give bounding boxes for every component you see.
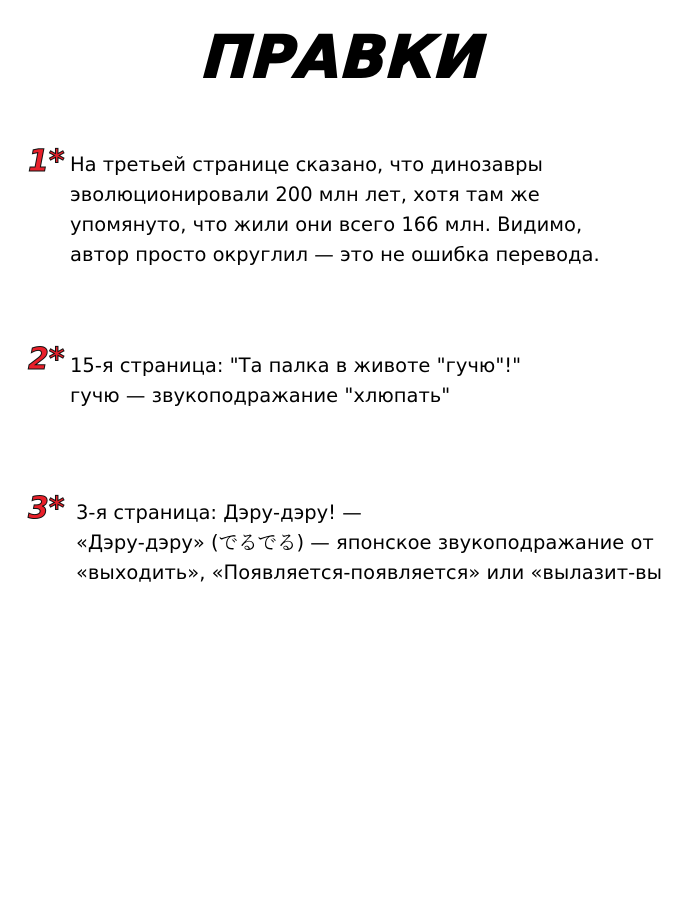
note-1-line-2: эволюционировали 200 млн лет, хотя там же [70,183,540,206]
note-1-line-4: автор просто округлил — это не ошибка перевода. [70,243,600,266]
note-3-line-3: «выходить», «Появляется-появляется» или «вылазит-вы [76,561,663,584]
note-3-line-1: 3-я страница: Дэру-дэру! — [76,501,362,524]
note-marker-2: 2* [28,342,65,377]
note-3 [76,498,662,588]
note-2 [70,351,521,411]
note-2-line-2: гучю — звукоподражание "хлюпать" [70,384,451,407]
note-1-line-1: На третьей странице сказано, что динозавры [70,153,543,176]
note-2-line-1: 15-я страница: "Та палка в животе "гучю"!" [70,354,522,377]
note-1-line-3: упомянуто, что жили они всего 166 млн. Видимо, [70,213,583,236]
note-marker-3: 3* [28,491,65,526]
note-3-line-2: «Дэру-дэру» (でるでる) — японское звукоподражание от [76,531,654,554]
page-title: ПРАВКИ [202,23,489,91]
note-1 [70,150,600,270]
note-marker-1: 1* [28,144,65,179]
